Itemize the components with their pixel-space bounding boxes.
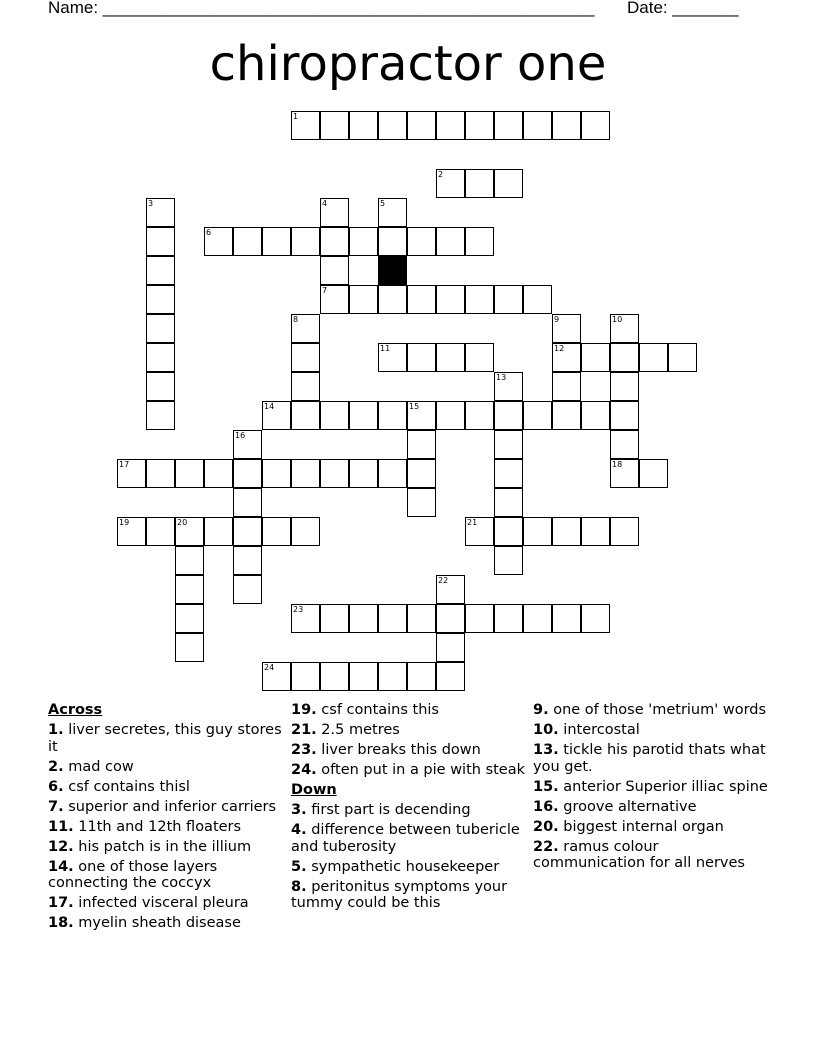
clue-text: groove alternative — [558, 798, 697, 815]
clues-column-3 — [533, 702, 773, 875]
grid-cell[interactable] — [552, 111, 581, 140]
grid-cell[interactable] — [175, 633, 204, 662]
grid-cell[interactable] — [610, 343, 639, 372]
clue-item — [48, 799, 288, 816]
clue-number: 3. — [291, 802, 307, 818]
grid-cell[interactable] — [146, 343, 175, 372]
clue-text: anterior Superior illiac spine — [558, 778, 768, 795]
clue-item — [533, 722, 773, 739]
grid-cell[interactable] — [262, 401, 291, 430]
grid-cell[interactable] — [291, 459, 320, 488]
grid-cell[interactable] — [320, 401, 349, 430]
cell-number: 14 — [264, 402, 275, 411]
grid-cell[interactable] — [465, 401, 494, 430]
grid-cell[interactable] — [146, 314, 175, 343]
grid-cell[interactable] — [349, 227, 378, 256]
grid-cell[interactable] — [146, 372, 175, 401]
grid-cell[interactable] — [581, 401, 610, 430]
grid-cell[interactable] — [349, 401, 378, 430]
cell-number: 11 — [380, 344, 391, 353]
grid-cell[interactable] — [204, 517, 233, 546]
grid-cell[interactable] — [552, 604, 581, 633]
clue-number: 19. — [291, 702, 317, 718]
clue-item — [533, 839, 773, 872]
grid-cell[interactable] — [610, 372, 639, 401]
grid-cell[interactable] — [407, 488, 436, 517]
clue-item — [48, 839, 288, 856]
clue-number: 6. — [48, 778, 64, 795]
grid-cell[interactable] — [291, 662, 320, 691]
grid-cell[interactable] — [320, 198, 349, 227]
clue-text: myelin sheath disease — [73, 915, 241, 931]
grid-cell[interactable] — [436, 343, 465, 372]
cell-number: 24 — [264, 663, 275, 672]
grid-cell[interactable] — [494, 517, 523, 546]
clue-item — [533, 799, 773, 816]
grid-cell[interactable] — [349, 285, 378, 314]
grid-cell[interactable] — [291, 314, 320, 343]
grid-cell[interactable] — [552, 343, 581, 372]
grid-cell[interactable] — [204, 459, 233, 488]
grid-cell[interactable] — [291, 227, 320, 256]
grid-cell[interactable] — [378, 662, 407, 691]
grid-cell[interactable] — [494, 459, 523, 488]
clue-item — [48, 859, 288, 892]
clue-text: infected visceral pleura — [73, 895, 249, 911]
grid-cell[interactable] — [465, 517, 494, 546]
clue-item — [291, 822, 531, 855]
grid-cell[interactable] — [320, 111, 349, 140]
grid-cell[interactable] — [494, 111, 523, 140]
cell-number: 10 — [612, 315, 623, 324]
grid-cell[interactable] — [581, 111, 610, 140]
clue-text: liver secretes, this guy stores it — [48, 722, 282, 755]
grid-cell[interactable] — [436, 169, 465, 198]
grid-cell[interactable] — [146, 256, 175, 285]
clue-number: 8. — [291, 878, 307, 895]
grid-cell[interactable] — [262, 517, 291, 546]
grid-cell[interactable] — [407, 459, 436, 488]
grid-cell[interactable] — [320, 285, 349, 314]
grid-cell[interactable] — [233, 517, 262, 546]
cell-number: 4 — [322, 199, 328, 208]
grid-cell[interactable] — [146, 517, 175, 546]
grid-cell[interactable] — [349, 111, 378, 140]
clue-item — [291, 762, 531, 779]
grid-cell[interactable] — [378, 227, 407, 256]
clue-text: csf contains this — [316, 702, 439, 718]
clue-item — [291, 859, 531, 876]
clue-text: 11th and 12th floaters — [73, 818, 242, 835]
grid-cell[interactable] — [494, 401, 523, 430]
grid-cell[interactable] — [233, 488, 262, 517]
cell-number: 9 — [554, 315, 560, 324]
clue-number: 13. — [533, 742, 559, 758]
clue-item — [291, 742, 531, 759]
grid-cell[interactable] — [494, 285, 523, 314]
grid-cell[interactable] — [494, 430, 523, 459]
grid-cell[interactable] — [523, 111, 552, 140]
grid-cell[interactable] — [378, 459, 407, 488]
grid-cell[interactable] — [552, 372, 581, 401]
clue-number: 10. — [533, 722, 559, 738]
grid-cell[interactable] — [378, 111, 407, 140]
clue-text: intercostal — [558, 722, 640, 738]
grid-cell[interactable] — [378, 401, 407, 430]
clues-column-1 — [48, 702, 288, 935]
grid-cell[interactable] — [581, 343, 610, 372]
clue-text: often put in a pie with steak — [316, 762, 526, 778]
grid-cell[interactable] — [175, 517, 204, 546]
grid-cell[interactable] — [233, 546, 262, 575]
grid-cell[interactable] — [494, 546, 523, 575]
page-title: chiropractor one — [209, 36, 607, 92]
grid-cell-black — [378, 256, 407, 285]
grid-cell[interactable] — [146, 198, 175, 227]
grid-cell[interactable] — [378, 198, 407, 227]
grid-cell[interactable] — [552, 314, 581, 343]
grid-cell[interactable] — [407, 401, 436, 430]
cell-number: 7 — [322, 286, 328, 295]
cell-number: 20 — [177, 518, 188, 527]
grid-cell[interactable] — [262, 459, 291, 488]
cell-number: 1 — [293, 112, 299, 121]
clue-number: 16. — [533, 798, 559, 815]
grid-cell[interactable] — [233, 459, 262, 488]
clue-item — [48, 915, 288, 932]
cell-number: 8 — [293, 315, 299, 324]
clue-text: ramus colour communication for all nerves — [533, 838, 745, 871]
clue-text: superior and inferior carriers — [63, 798, 277, 815]
grid-cell[interactable] — [436, 401, 465, 430]
cell-number: 2 — [438, 170, 444, 179]
clue-item — [291, 802, 531, 819]
clue-number: 9. — [533, 702, 549, 718]
date-field-label: Date: _______ — [627, 0, 739, 17]
grid-cell[interactable] — [291, 517, 320, 546]
name-field-label: Name: ____________________________________________________ — [48, 0, 595, 17]
grid-cell[interactable] — [175, 575, 204, 604]
grid-cell[interactable] — [378, 604, 407, 633]
grid-cell[interactable] — [407, 430, 436, 459]
clue-number: 12. — [48, 838, 74, 855]
grid-cell[interactable] — [146, 459, 175, 488]
clue-number: 23. — [291, 742, 317, 758]
cell-number: 12 — [554, 344, 565, 353]
grid-cell[interactable] — [610, 459, 639, 488]
grid-cell[interactable] — [523, 401, 552, 430]
clue-text: 2.5 metres — [316, 722, 400, 738]
cell-number: 6 — [206, 228, 212, 237]
grid-cell[interactable] — [291, 111, 320, 140]
clue-text: difference between tubericle and tuberosity — [291, 822, 520, 855]
grid-cell[interactable] — [378, 343, 407, 372]
grid-cell[interactable] — [494, 488, 523, 517]
down-heading: Down — [291, 782, 337, 798]
grid-cell[interactable] — [146, 401, 175, 430]
across-heading: Across — [48, 702, 103, 718]
grid-cell[interactable] — [465, 343, 494, 372]
grid-cell[interactable] — [523, 285, 552, 314]
grid-cell[interactable] — [233, 430, 262, 459]
clue-number: 7. — [48, 798, 64, 815]
clue-number: 22. — [533, 838, 559, 855]
grid-cell[interactable] — [117, 459, 146, 488]
clue-number: 15. — [533, 778, 559, 795]
clue-item — [533, 819, 773, 836]
grid-cell[interactable] — [320, 227, 349, 256]
clue-text: tickle his parotid thats what you get. — [533, 742, 766, 775]
clue-text: peritonitus symptoms your tummy could be this — [291, 878, 508, 911]
grid-cell[interactable] — [552, 517, 581, 546]
grid-cell[interactable] — [610, 401, 639, 430]
clue-item — [533, 779, 773, 796]
grid-cell[interactable] — [349, 604, 378, 633]
grid-cell[interactable] — [378, 285, 407, 314]
grid-cell[interactable] — [349, 662, 378, 691]
clue-item — [291, 722, 531, 739]
grid-cell[interactable] — [494, 372, 523, 401]
grid-cell[interactable] — [320, 604, 349, 633]
clue-number: 2. — [48, 758, 64, 775]
grid-cell[interactable] — [291, 343, 320, 372]
cell-number: 21 — [467, 518, 478, 527]
grid-cell[interactable] — [494, 169, 523, 198]
clue-text: sympathetic housekeeper — [306, 858, 500, 875]
grid-cell[interactable] — [436, 575, 465, 604]
grid-cell[interactable] — [146, 285, 175, 314]
clues-column-2 — [291, 702, 531, 915]
grid-cell[interactable] — [668, 343, 697, 372]
clue-item — [291, 879, 531, 912]
clue-item — [48, 779, 288, 796]
grid-cell[interactable] — [175, 459, 204, 488]
clue-number: 1. — [48, 722, 64, 738]
clue-number: 20. — [533, 818, 559, 835]
grid-cell[interactable] — [407, 111, 436, 140]
cell-number: 18 — [612, 460, 623, 469]
grid-cell[interactable] — [262, 227, 291, 256]
clue-number: 5. — [291, 858, 307, 875]
grid-cell[interactable] — [320, 256, 349, 285]
grid-cell[interactable] — [436, 111, 465, 140]
grid-cell[interactable] — [407, 604, 436, 633]
grid-cell[interactable] — [639, 343, 668, 372]
cell-number: 13 — [496, 373, 507, 382]
grid-cell[interactable] — [494, 604, 523, 633]
grid-cell[interactable] — [436, 285, 465, 314]
grid-cell[interactable] — [146, 227, 175, 256]
clue-text: csf contains thisl — [63, 778, 190, 795]
clue-number: 14. — [48, 858, 74, 875]
cell-number: 19 — [119, 518, 130, 527]
grid-cell[interactable] — [610, 430, 639, 459]
grid-cell[interactable] — [610, 517, 639, 546]
grid-cell[interactable] — [436, 604, 465, 633]
clue-text: liver breaks this down — [316, 742, 481, 758]
clue-text: one of those layers connecting the coccyx — [48, 858, 218, 891]
grid-cell[interactable] — [407, 662, 436, 691]
grid-cell[interactable] — [465, 111, 494, 140]
clue-number: 17. — [48, 895, 74, 911]
grid-cell[interactable] — [581, 517, 610, 546]
grid-cell[interactable] — [465, 285, 494, 314]
cell-number: 23 — [293, 605, 304, 614]
grid-cell[interactable] — [610, 314, 639, 343]
clue-text: one of those 'metrium' words — [548, 702, 767, 718]
grid-cell[interactable] — [465, 604, 494, 633]
cell-number: 3 — [148, 199, 154, 208]
clue-item — [48, 819, 288, 836]
grid-cell[interactable] — [233, 575, 262, 604]
grid-cell[interactable] — [175, 546, 204, 575]
grid-cell[interactable] — [581, 604, 610, 633]
grid-cell[interactable] — [204, 227, 233, 256]
grid-cell[interactable] — [436, 227, 465, 256]
grid-cell[interactable] — [407, 343, 436, 372]
grid-cell[interactable] — [436, 633, 465, 662]
grid-cell[interactable] — [291, 372, 320, 401]
grid-cell[interactable] — [320, 459, 349, 488]
clue-item — [48, 895, 288, 912]
grid-cell[interactable] — [639, 459, 668, 488]
grid-cell[interactable] — [320, 662, 349, 691]
clue-text: his patch is in the illium — [73, 838, 252, 855]
grid-cell[interactable] — [349, 459, 378, 488]
cell-number: 17 — [119, 460, 130, 469]
clue-number: 21. — [291, 722, 317, 738]
clue-number: 24. — [291, 762, 317, 778]
clue-text: mad cow — [63, 758, 134, 775]
cell-number: 16 — [235, 431, 246, 440]
grid-cell[interactable] — [523, 604, 552, 633]
clue-text: first part is decending — [306, 802, 471, 818]
clue-item — [533, 702, 773, 719]
clue-number: 4. — [291, 822, 307, 838]
clue-number: 18. — [48, 915, 74, 931]
grid-cell[interactable] — [465, 227, 494, 256]
clue-item — [291, 702, 531, 719]
clue-item — [48, 759, 288, 776]
cell-number: 5 — [380, 199, 386, 208]
grid-cell[interactable] — [262, 662, 291, 691]
clue-item — [533, 742, 773, 775]
grid-cell[interactable] — [175, 604, 204, 633]
cell-number: 15 — [409, 402, 420, 411]
grid-cell[interactable] — [465, 169, 494, 198]
clue-text: biggest internal organ — [558, 818, 724, 835]
grid-cell[interactable] — [291, 401, 320, 430]
grid-cell[interactable] — [523, 517, 552, 546]
grid-cell[interactable] — [233, 227, 262, 256]
grid-cell[interactable] — [407, 285, 436, 314]
grid-cell[interactable] — [436, 662, 465, 691]
cell-number: 22 — [438, 576, 449, 585]
grid-cell[interactable] — [291, 604, 320, 633]
grid-cell[interactable] — [552, 401, 581, 430]
clue-item — [48, 722, 288, 755]
grid-cell[interactable] — [407, 227, 436, 256]
grid-cell[interactable] — [117, 517, 146, 546]
clue-number: 11. — [48, 818, 74, 835]
